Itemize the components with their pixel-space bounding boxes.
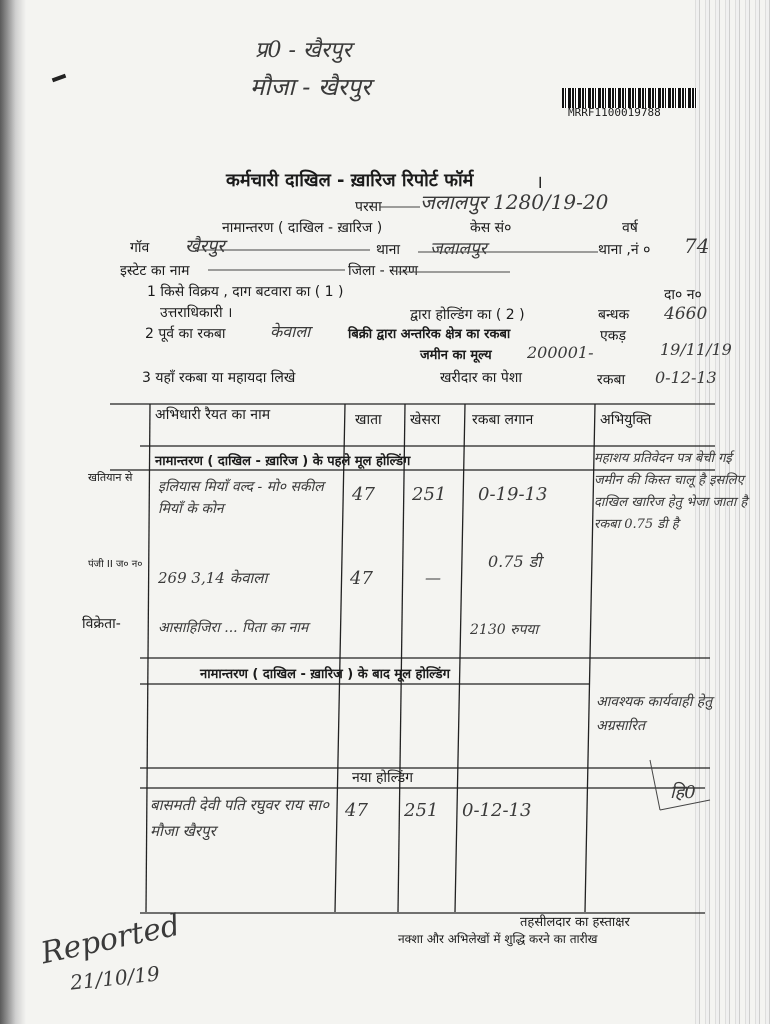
title-bar: । (536, 172, 543, 193)
reported-date: 21/10/19 (68, 961, 161, 995)
section-before: नामान्तरण ( दाखिल - ख़ारिज ) के पहले मूल होल्डिंग (155, 454, 411, 469)
th-name: अभिधारी रैयत का नाम (155, 407, 271, 423)
new-rakba: 0-12-13 (462, 800, 532, 821)
section-new: नया होल्डिंग (352, 770, 414, 786)
sale-area-label: बिक्री द्वारा अन्तरिक क्षेत्र का रकबा (348, 327, 511, 342)
handwritten-line-1: प्र0 - खैरपुर (255, 38, 352, 63)
case-label: केस सं० (470, 220, 512, 236)
tahsildar-signature-label: तहसीलदार का हस्ताक्षर (520, 915, 630, 930)
remark-before: महाशय प्रतिवेदन पत्र बेची गई जमीन की किस्त चालू है इसलिए दाखिल खारिज हेतु भेजा जाता है रकबा 0.75 डी है (594, 451, 748, 532)
land-value-label: जमीन का मूल्य (420, 348, 492, 363)
new-name: बासमती देवी पति रघुवर राय सा० मौजा खैरपुर (150, 796, 330, 840)
panji-khesra: — (425, 568, 441, 587)
th-rakba-lagan: रकबा लगान (472, 412, 534, 428)
seller-rakba: 2130 रुपया (470, 622, 539, 638)
holding-label: द्वारा होल्डिंग का ( 2 ) (410, 307, 525, 323)
row-label-khatiyan: खतियान से (88, 471, 133, 484)
estate-label: इस्टेट का नाम (120, 263, 190, 279)
buyer-prof-label: खरीदार का पेशा (440, 370, 522, 386)
district-label: जिला - सारण (348, 263, 419, 279)
item-2: 2 पूर्व का रकबा (145, 326, 226, 342)
panji-name: 269 3,14 केवाला (158, 569, 268, 587)
th-khata: खाता (355, 412, 382, 428)
seller-name: आसाहिजिरा ... पिता का नाम (158, 620, 309, 636)
item-1b: उत्तराधिकारी । (160, 305, 233, 321)
item-1: 1 किसे विक्रय , दाग बटवारा का ( 1 ) (147, 284, 344, 300)
village-label: गॉव (130, 240, 150, 256)
thana-no-value: 74 (684, 234, 710, 258)
da-no-value: 4660 (664, 304, 708, 324)
panji-rakba: 0.75 डी (488, 552, 542, 571)
reported-stamp: Reported (37, 907, 184, 972)
new-remark: हि0 (670, 782, 696, 803)
section-after: नामान्तरण ( दाखिल - ख़ारिज ) के बाद मूल होल्डिंग (200, 667, 450, 682)
remark-after: आवश्यक कार्यवाही हेतु अग्रसारित (596, 694, 713, 734)
new-khesra: 251 (404, 800, 439, 821)
bandhak-label: बन्धक (598, 307, 630, 323)
rakba-label: रकबा (597, 372, 626, 388)
item-3: 3 यहाँ रकबा या महायदा लिखे (142, 370, 296, 386)
khatiyan-rakba: 0-19-13 (478, 484, 548, 505)
handwritten-line-2: मौजा - खैरपुर (250, 73, 371, 101)
mutation-label: नामान्तरण ( दाखिल - ख़ारिज ) (222, 220, 383, 236)
thana-no-label: थाना ,नं ० (598, 242, 651, 258)
khatiyan-khata: 47 (352, 484, 375, 505)
new-khata: 47 (345, 800, 368, 821)
khatiyan-khesra: 251 (412, 484, 447, 505)
parsa-value: जलालपुर 1280/19-20 (420, 190, 609, 214)
thana-label: थाना (376, 242, 400, 258)
row-label-panji: पंजी II ज० न० (88, 559, 143, 570)
khatiyan-name: इलियास मियाँ वल्द - मो० सकील मियाँ के कोन (158, 479, 324, 517)
correction-date-label: नक्शा और अभिलेखों में शुद्धि करने का तारीख (398, 932, 598, 946)
item-2-value: केवाला (270, 322, 311, 341)
panji-khata: 47 (350, 568, 373, 589)
th-remarks: अभियुक्ति (600, 412, 652, 428)
da-no-label: दा० न० (664, 287, 702, 303)
parsa-label: परसा (355, 199, 382, 215)
barcode-number: MRRF1100019788 (568, 106, 661, 119)
land-value: 200001- (527, 343, 594, 362)
th-khesra: खेसरा (410, 412, 441, 428)
acre-label: एकड़ (600, 328, 626, 344)
date-value: 19/11/19 (660, 340, 732, 359)
village-value: खैरपुर (185, 236, 225, 257)
rakba-value: 0-12-13 (655, 368, 717, 387)
row-label-seller: विक्रेता- (82, 616, 121, 632)
form-title: कर्मचारी दाखिल - ख़ारिज रिपोर्ट फॉर्म (226, 170, 474, 191)
thana-value: जलालपुर (430, 239, 487, 259)
year-label: वर्ष (622, 220, 638, 236)
